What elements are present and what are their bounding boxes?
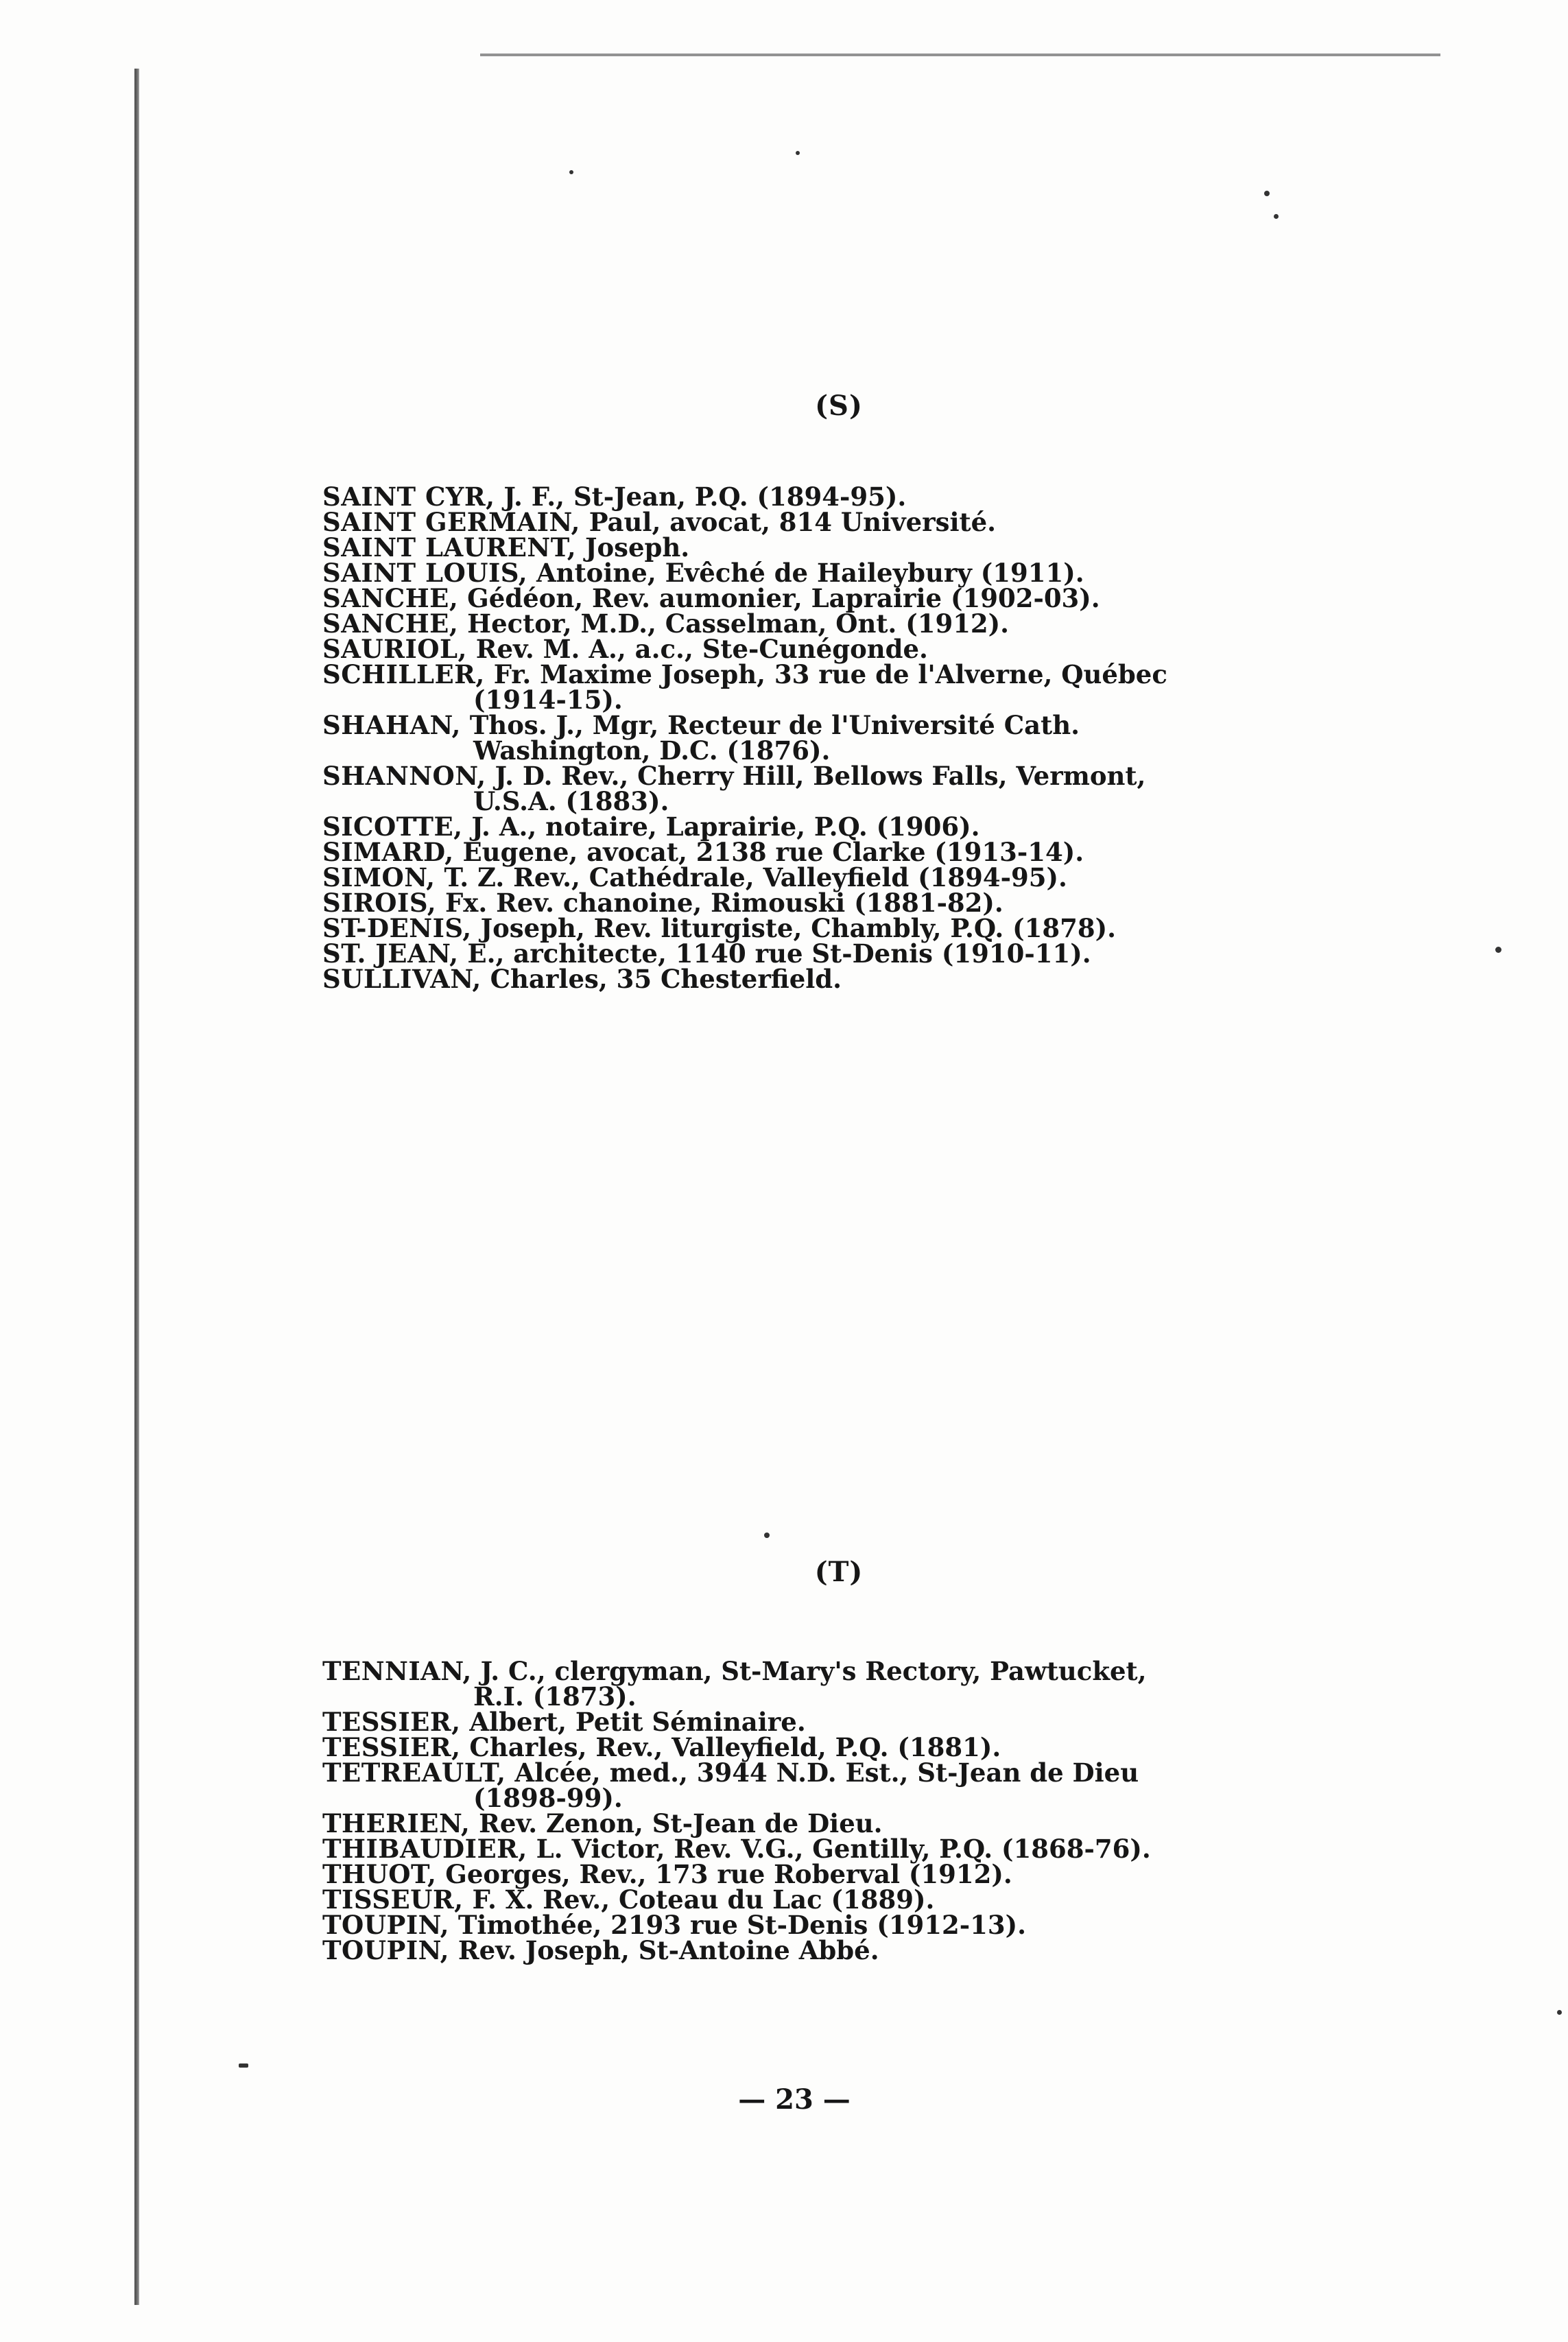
entry-details: Charles, 35 Chesterfield. [481,964,842,994]
entry-details: Charles, Rev., Valleyfield, P.Q. (1881). [460,1732,1001,1762]
scan-speck [796,151,800,155]
entry-surname: ST. JEAN, [322,938,459,969]
entry-details: Albert, Petit Séminaire. [460,1707,806,1737]
entry-details: Timothée, 2193 rue St-Denis (1912-13). [449,1910,1026,1940]
entry-surname: TETREAULT, [322,1758,506,1788]
entry-surname: THIBAUDIER, [322,1834,527,1864]
entry-details: Joseph. [576,532,690,563]
entry-surname: SICOTTE, [322,812,463,842]
list-item [322,1935,1296,1965]
entry-details: T. Z. Rev., Cathédrale, Valleyfield (1894-95). [435,862,1067,892]
entry-details: Rev. Joseph, St-Antoine Abbé. [449,1935,879,1965]
entry-details: J. F., St-Jean, P.Q. (1894-95). [495,482,907,512]
list-item [322,964,1296,994]
list-item [322,484,1296,510]
list-item [322,1836,1296,1862]
entry-surname: SAINT LAURENT, [322,532,577,563]
list-item [322,890,1296,916]
entry-details: Georges, Rev., 173 rue Roberval (1912). [436,1859,1012,1889]
entry-surname: SIMARD, [322,837,454,867]
entry-continuation: (1898-99). [473,1783,623,1813]
list-item [322,837,1296,867]
entry-details: L. Victor, Rev. V.G., Gentilly, P.Q. (1868-76). [527,1834,1151,1864]
scan-speck [1495,947,1501,953]
entry-surname: TISSEUR, [322,1884,464,1915]
list-item [322,1884,1296,1915]
entry-surname: SAURIOL, [322,634,467,664]
entry-surname: TOUPIN, [322,1910,449,1940]
entry-details: Joseph, Rev. liturgiste, Chambly, P.Q. (1878). [471,913,1116,943]
list-item [322,761,1296,816]
list-item [322,1732,1296,1762]
entry-surname: SANCHE, [322,583,459,613]
entry-details: Hector, M.D., Casselman, Ont. (1912). [458,608,1010,639]
scan-speck [1264,191,1270,196]
list-item [322,938,1296,969]
list-item [322,862,1296,892]
entry-details: Rev. Zenon, St-Jean de Dieu. [470,1808,883,1838]
scan-speck [239,2063,248,2068]
list-item [322,634,1296,664]
entry-details: Paul, avocat, 814 Université. [580,507,997,537]
entry-continuation: R.I. (1873). [473,1681,637,1712]
entry-surname: SANCHE, [322,608,459,639]
entry-surname: SHANNON, [322,761,486,791]
list-item [322,532,1296,563]
entry-continuation: (1914-15). [473,685,623,715]
entry-details: E., architecte, 1140 rue St-Denis (1910-11). [458,938,1091,969]
section-heading-s: (S) [815,390,863,422]
list-item [322,1707,1296,1737]
list-item [322,814,1296,840]
entry-surname: SCHILLER, [322,659,485,689]
list-item [322,913,1296,943]
entry-details: J. C., clergyman, St-Mary's Rectory, Pawtucket, [471,1656,1147,1686]
entry-details: Gédéon, Rev. aumonier, Laprairie (1902-03). [458,583,1100,613]
entry-details: Antoine, Evêché de Haileybury (1911). [527,558,1084,588]
entry-details: Eugene, avocat, 2138 rue Clarke (1913-14). [453,837,1084,867]
list-item [322,560,1296,586]
entry-details: Fx. Rev. chanoine, Rimouski (1881-82). [436,888,1003,918]
entry-details: F. X. Rev., Coteau du Lac (1889). [463,1884,935,1915]
entry-list-s [322,484,1296,992]
entry-details: J. A., notaire, Laprairie, P.Q. (1906). [462,812,980,842]
scan-top-rule [480,54,1440,56]
entry-surname: THUOT, [322,1859,437,1889]
entry-continuation: Washington, D.C. (1876). [473,735,831,766]
entry-details: Alcée, med., 3944 N.D. Est., St-Jean de Dieu [506,1758,1139,1788]
list-item [322,1760,1296,1811]
list-item [322,710,1296,766]
list-item [322,1808,1296,1838]
entry-details: Rev. M. A., a.c., Ste-Cunégonde. [466,634,928,664]
entry-surname: TOUPIN, [322,1935,449,1965]
section-heading-t: (T) [814,1556,864,1588]
list-item [322,608,1296,639]
entry-surname: SULLIVAN, [322,964,482,994]
scan-speck [764,1533,770,1538]
list-item [322,507,1296,537]
entry-surname: SAINT CYR, [322,482,495,512]
entry-details: J. D. Rev., Cherry Hill, Bellows Falls, Vermont, [486,761,1146,791]
list-item [322,1656,1296,1712]
list-item [322,1859,1296,1889]
entry-details: Fr. Maxime Joseph, 33 rue de l'Alverne, Québec [484,659,1167,689]
entry-surname: TESSIER, [322,1732,461,1762]
entry-details: Thos. J., Mgr, Recteur de l'Université Cath. [460,710,1080,740]
list-item [322,583,1296,613]
entry-surname: TESSIER, [322,1707,461,1737]
entry-surname: SHAHAN, [322,710,461,740]
entry-surname: THERIEN, [322,1808,471,1838]
entry-surname: ST-DENIS, [322,913,472,943]
entry-list-t [322,1656,1296,1965]
scan-speck [1557,2010,1562,2015]
entry-surname: SIMON, [322,862,436,892]
scan-speck [1274,214,1279,219]
scan-speck [569,170,573,174]
entry-surname: SAINT GERMAIN, [322,507,580,537]
entry-continuation: U.S.A. (1883). [473,786,669,816]
entry-surname: TENNIAN, [322,1656,472,1686]
list-item [322,659,1296,715]
page-number: — 23 — [738,2083,851,2116]
entry-surname: SIROIS, [322,888,437,918]
list-item [322,1910,1296,1940]
entry-surname: SAINT LOUIS, [322,558,528,588]
